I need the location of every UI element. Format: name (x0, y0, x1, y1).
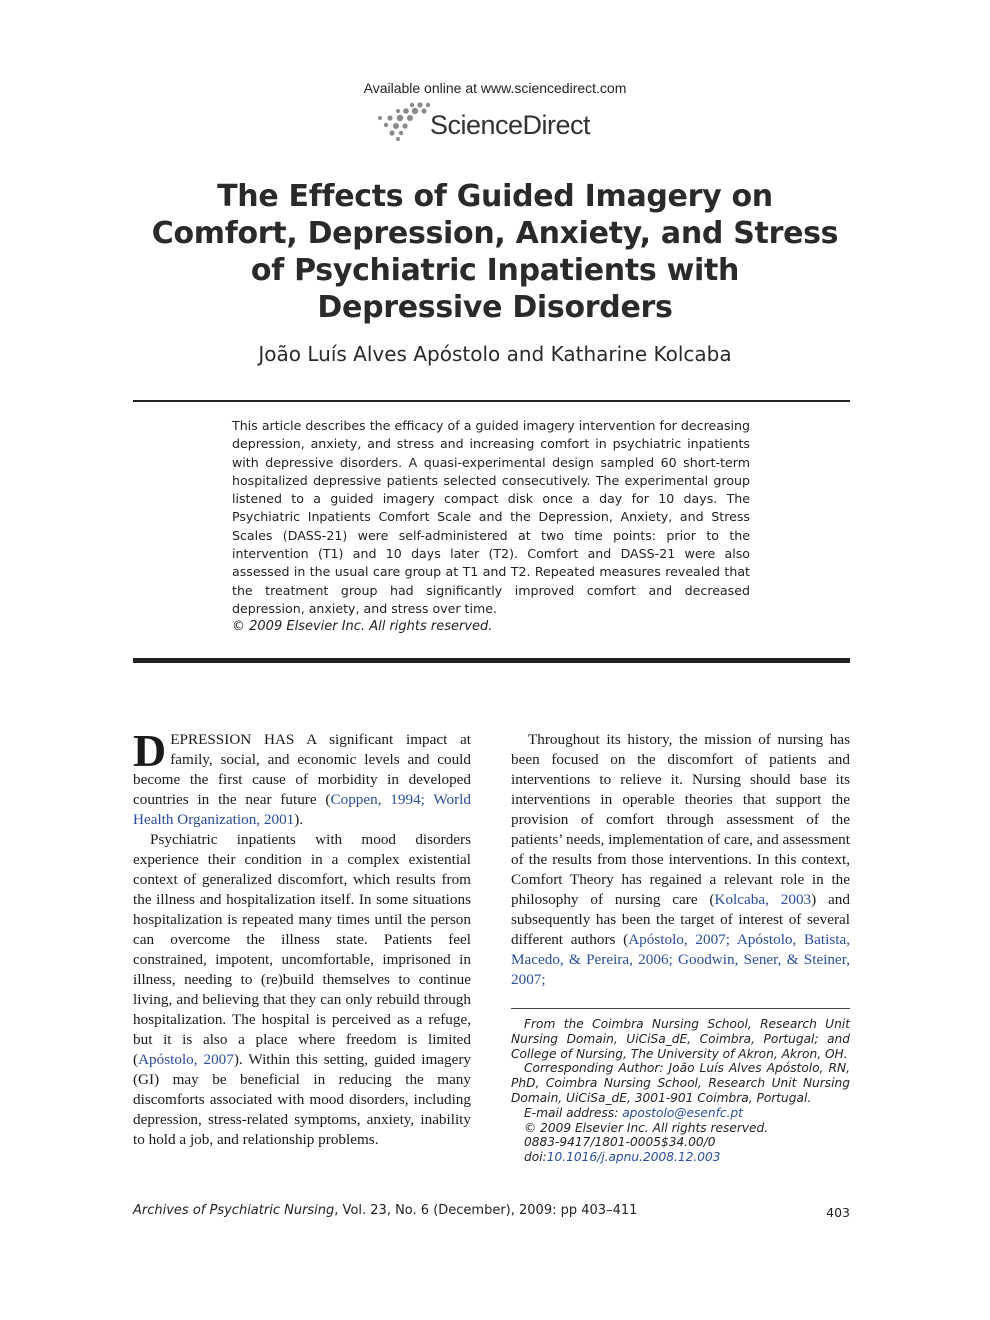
abstract-top-rule (133, 400, 850, 402)
body-paragraph (511, 730, 850, 990)
footnote-rule (511, 1008, 850, 1009)
paragraph-text: ). (294, 811, 304, 828)
abstract-text: This article describes the efficacy of a guided imagery intervention for decreasing depression, anxiety, and stress and increasing comfort in psychiatric inpatients with depressive disorders. A quasi-experimental design sampled 60 short-term hospitalized depressive patients selected consecutively. The experimental group listened to a guided imagery compact disk once a day for 10 days. The Psychiatric Inpatients Comfort Scale and the Depression, Anxiety, and Stress Scales (DASS-21) were self-administered at two time points: prior to the intervention (T1) and 10 days later (T2). Comfort and DASS-21 were also assessed in the usual care group at T1 and T2. Repeated measures revealed that the treatment group had significantly improved comfort and decreased depression, anxiety, and stress over time. (232, 418, 750, 616)
footnote-email (511, 1106, 850, 1121)
body-column-left (133, 725, 471, 1150)
footnote-corresponding: Corresponding Author: João Luís Alves Apóstolo, RN, PhD, Coimbra Nursing School, Research Unit Nursing Domain, UiCiSa_dE, 3001-901 Coimbra, Portugal. (511, 1061, 850, 1105)
citation-link[interactable]: Coppen, 1994; World Health Organization, 2001 (133, 791, 471, 828)
abstract-bottom-rule (133, 658, 850, 663)
available-online-text: Available online at www.sciencedirect.com (363, 80, 627, 96)
footnote (511, 1017, 850, 1165)
email-label: E-mail address: (524, 1105, 623, 1120)
citation-link[interactable]: Kolcaba, 2003 (714, 891, 812, 908)
citation-link[interactable]: Apóstolo, 2007; Apóstolo, Batista, Macedo, & Pereira, 2006; Goodwin, Sener, & Steiner, 2007; (511, 931, 850, 988)
title-line: Depressive Disorders (317, 290, 673, 325)
title-line: The Effects of Guided Imagery on (217, 179, 773, 214)
journal-name: Archives of Psychiatric Nursing (133, 1203, 335, 1218)
doi-label: doi: (524, 1150, 547, 1165)
paragraph-text: ) and subsequently has been the target of interest of several different authors ( (511, 891, 850, 948)
journal-volume-info: , Vol. 23, No. 6 (December), 2009: pp 403–411 (334, 1203, 638, 1218)
article-authors: João Luís Alves Apóstolo and Katharine Kolcaba (258, 342, 732, 366)
footnote-issn: 0883-9417/1801-0005$34.00/0 (524, 1135, 716, 1150)
drop-cap: D (133, 725, 167, 776)
paragraph-text: Throughout its history, the mission of nursing has been focused on the discomfort of patients and interventions to relieve it. Nursing should base its interventions in operable theories that support the provision of comfort through assessment of the patients’ needs, implementation of care, and assessment of the results from those interventions. In this context, Comfort Theory has regained a relevant role in the philosophy of nursing care ( (511, 731, 850, 908)
sciencedirect-logo[interactable] (372, 100, 632, 144)
journal-citation (133, 1203, 637, 1218)
sciencedirect-wordmark: ScienceDirect (430, 110, 591, 140)
footnote-affiliation: From the Coimbra Nursing School, Research Unit Nursing Domain, UiCiSa_dE, Coimbra, Portugal; and College of Nursing, The University of Akron, Akron, OH. (511, 1017, 850, 1061)
body-paragraph (133, 725, 471, 830)
abstract (232, 417, 750, 637)
body-column-right (511, 730, 850, 990)
paragraph-text: EPRESSION HAS A significant impact at family, social, and economic levels and could become the first cause of morbidity in developed countries in the near future ( (133, 731, 471, 808)
footnote-doi (511, 1150, 850, 1165)
sciencedirect-dots-icon (372, 100, 434, 142)
title-line: of Psychiatric Inpatients with (250, 253, 740, 288)
paragraph-text: ). Within this setting, guided imagery (GI) may be beneficial in reducing the many discomforts associated with mood disorders, including depression, stress-related symptoms, anxiety, inability to hold a job, and relationship problems. (133, 1051, 471, 1148)
abstract-copyright: © 2009 Elsevier Inc. All rights reserved. (232, 619, 493, 635)
body-paragraph (133, 830, 471, 1150)
doi-link[interactable]: 10.1016/j.apnu.2008.12.003 (546, 1150, 721, 1165)
paragraph-text: Psychiatric inpatients with mood disorders experience their condition in a complex existential context of generalized discomfort, which results from the illness and hospitalization itself. In some situations hospitalization is repeated many times until the person can overcome the illness state. Patients feel constrained, impotent, uncomfortable, imprisoned in illness, needing to (re)build themselves to continue living, and believing that they can only rebuild through hospitalization. The hospital is perceived as a refuge, but it is also a place where freedom is limited ( (133, 831, 471, 1068)
article-title (100, 178, 890, 326)
page-number: 403 (826, 1205, 850, 1220)
title-line: Comfort, Depression, Anxiety, and Stress (151, 216, 839, 251)
footnote-copyright: © 2009 Elsevier Inc. All rights reserved. (524, 1120, 769, 1135)
citation-link[interactable]: Apóstolo, 2007 (138, 1051, 234, 1068)
email-link[interactable]: apostolo@esenfc.pt (622, 1105, 743, 1120)
